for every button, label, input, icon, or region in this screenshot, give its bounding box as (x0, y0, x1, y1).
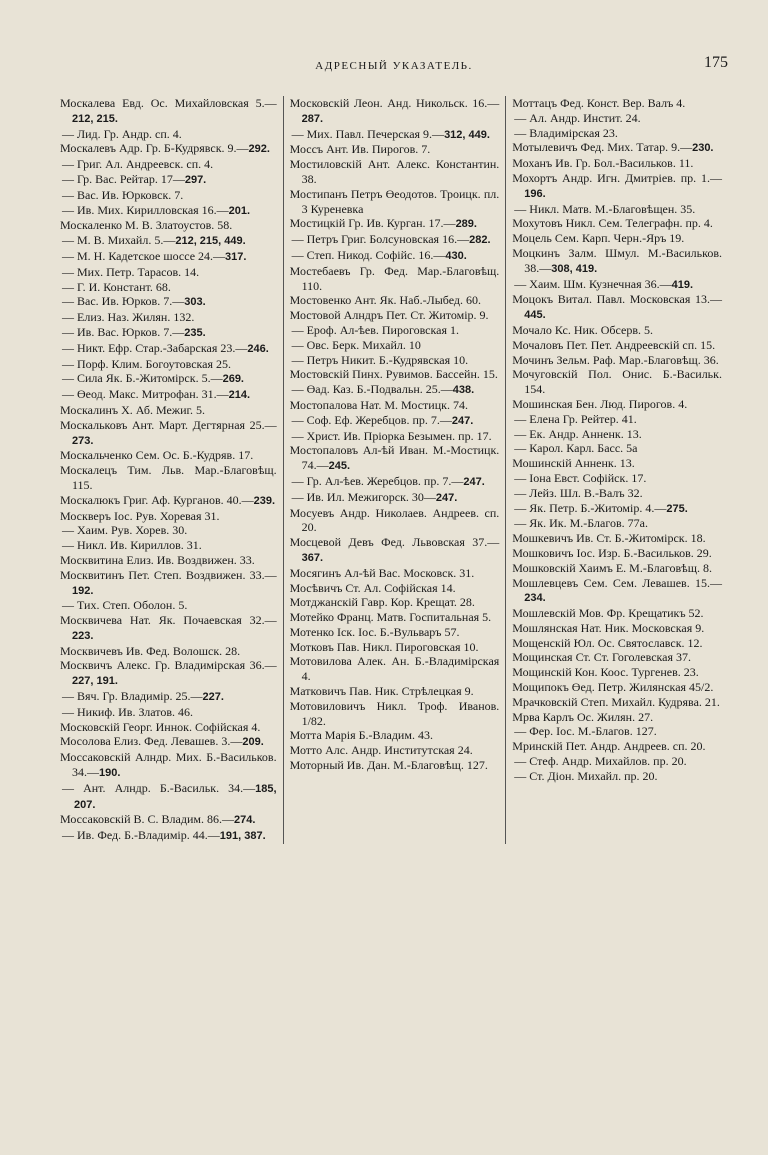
entry-text: Мосѣвичъ Ст. Ал. Софійская 14. (289, 580, 456, 595)
entry-text: Мошкевичъ Ив. Ст. Б.-Житомірск. 18. (512, 531, 706, 546)
directory-entry (512, 769, 722, 784)
entry-text: — Як. Петр. Б.-Житомір. 4.— (514, 500, 667, 515)
entry-text: — Тих. Степ. Оболон. 5. (62, 598, 188, 613)
entry-text: Мошлевцевъ Сем. Сем. Левашев. 15.— (512, 575, 722, 590)
entry-text: — Вас. Ив. Юрковск. 7. (62, 187, 184, 202)
directory-entry (60, 403, 277, 418)
directory-entry (512, 561, 722, 576)
entry-text: — Іона Евст. Софійск. 17. (514, 470, 647, 485)
directory-entry (290, 96, 500, 127)
entry-text: — Сила Як. Б.-Житомірск. 5.— (62, 371, 223, 386)
entry-text: — Ив. Ил. Межигорск. 30— (291, 489, 436, 504)
entry-text: Мотджанскій Гавр. Кор. Крещат. 28. (289, 595, 475, 610)
running-title: АДРЕСНЫЙ УКАЗАТЕЛЬ. (315, 60, 473, 72)
directory-entry (60, 523, 277, 538)
entry-text: Мостопалова Нат. М. Мостицк. 74. (289, 397, 468, 412)
entry-text: Моцокъ Витал. Павл. Московская 13.— (512, 292, 722, 307)
entry-text: Мошинская Бен. Люд. Пирогов. 4. (512, 396, 688, 411)
entry-phone: 275. (666, 502, 688, 515)
entry-text: — Вас. Ив. Юрков. 7.— (62, 294, 185, 309)
page-number: 175 (704, 54, 728, 71)
directory-entry (290, 127, 500, 143)
directory-entry (512, 650, 722, 665)
entry-phone: 212, 215, 449. (175, 235, 246, 248)
entry-text: Москалевъ Адр. Гр. Б-Кудрявск. 9.— (60, 141, 249, 156)
entry-text: Мотовиловичъ Никл. Троф. Иванов. 1/82. (289, 698, 500, 728)
entry-phone: 367. (301, 551, 324, 564)
directory-entry (60, 371, 277, 387)
entry-text: Москальченко Сем. Ос. Б.-Кудряв. 17. (60, 448, 254, 463)
directory-entry (60, 644, 277, 659)
entry-text: Москвичъ Алекс. Гр. Владимірская 36.— (60, 658, 277, 673)
directory-entry (60, 280, 277, 295)
directory-entry (290, 684, 500, 699)
directory-entry (512, 427, 722, 442)
entry-text: — Степ. Никод. Софійс. 16.— (291, 247, 446, 262)
entry-text: Мостебаевъ Гр. Фед. Мар.-Благовѣщ. 110. (289, 263, 500, 293)
entry-text: Московскій Леон. Анд. Никольск. 16.— (289, 96, 500, 110)
directory-entry (512, 621, 722, 636)
directory-entry (290, 474, 500, 490)
directory-entry (512, 739, 722, 754)
directory-entry (512, 323, 722, 338)
entry-phone: 227. (202, 691, 224, 704)
entry-text: Моцель Сем. Карп. Черн.-Яръ 19. (512, 231, 685, 246)
entry-text: — Карол. Карл. Басс. 5а (514, 441, 638, 456)
entry-phone: 273. (72, 434, 94, 447)
column-2 (283, 96, 506, 844)
entry-text: — Лид. Гр. Андр. сп. 4. (62, 126, 182, 141)
directory-entry (512, 754, 722, 769)
directory-entry (60, 734, 277, 750)
directory-entry (512, 397, 722, 412)
entry-phone: 209. (242, 736, 264, 749)
entry-text: — Гр. Вас. Рейтар. 17— (62, 171, 185, 186)
directory-entry (512, 231, 722, 246)
directory-entry (60, 720, 277, 735)
directory-entry (512, 486, 722, 501)
directory-entry (290, 142, 500, 157)
directory-entry (290, 308, 500, 323)
entry-text: Мочало Кс. Ник. Обсерв. 5. (512, 322, 653, 337)
entry-text: — Ив. Вас. Юрков. 7.— (62, 324, 185, 339)
entry-phone: 269. (222, 373, 244, 386)
entry-text: Мостопаловъ Ал-ѣй Иван. М.-Мостицк. 74.— (289, 443, 500, 473)
entry-text: Мосолова Елиз. Фед. Левашев. 3.— (60, 734, 243, 749)
directory-entry (290, 382, 500, 398)
directory-entry (290, 728, 500, 743)
entry-phone: 445. (524, 309, 546, 322)
directory-entry (290, 699, 500, 729)
entry-text: Моханъ Ив. Гр. Бол.-Васильков. 11. (512, 156, 694, 171)
entry-phone: 234. (524, 592, 546, 605)
entry-text: Мощинскій Кон. Коос. Тургенев. 23. (512, 665, 699, 680)
directory-entry (60, 705, 277, 720)
directory-entry (290, 248, 500, 264)
entry-text: — Петръ Григ. Болсуновская 16.— (291, 232, 470, 247)
directory-entry (290, 595, 500, 610)
entry-text: — М. Н. Кадетское шоссе 24.— (62, 248, 226, 263)
entry-text: Мосягинъ Ал-ѣй Вас. Московск. 31. (289, 565, 475, 580)
entry-text: — Лейз. Шл. В.-Валъ 32. (514, 485, 643, 500)
directory-entry (290, 323, 500, 338)
entry-text: Москверъ Іос. Рув. Хоревая 31. (60, 508, 220, 523)
entry-text: — Ант. Алндр. Б.-Васильк. 34.— (62, 780, 256, 795)
directory-entry (60, 448, 277, 463)
entry-text: Мотта Марія Б.-Владим. 43. (289, 728, 433, 743)
directory-entry (290, 566, 500, 581)
entry-text: Мостипанъ Петръ Өеодотов. Троицк. пл. 3 Куреневка (289, 186, 500, 216)
directory-entry (290, 413, 500, 429)
entry-text: Москалинъ Х. Аб. Межиг. 5. (60, 402, 206, 417)
entry-phone: 297. (184, 173, 207, 186)
entry-text: — Порф. Клим. Богоутовская 25. (62, 356, 232, 371)
entry-text: Мошлевскій Мов. Фр. Крещатикъ 52. (512, 606, 704, 621)
directory-entry (290, 367, 500, 382)
entry-phone: 191, 387. (219, 830, 266, 843)
entry-text: Москальковъ Ант. Март. Дегтярная 25.— (60, 417, 277, 432)
directory-entry (60, 568, 277, 599)
directory-entry (512, 710, 722, 725)
directory-entry (290, 743, 500, 758)
entry-text: Мостовой Алндръ Пет. Ст. Житомір. 9. (289, 308, 489, 323)
entry-text: Москвитина Елиз. Ив. Воздвижен. 33. (60, 552, 255, 567)
entry-phone: 308, 419. (551, 262, 598, 275)
directory-entry (60, 658, 277, 689)
directory-entry (60, 613, 277, 644)
directory-entry (290, 157, 500, 187)
directory-entry (512, 695, 722, 710)
directory-entry (60, 325, 277, 341)
directory-entry (60, 598, 277, 613)
entry-text: — Г. И. Констант. 68. (62, 279, 171, 294)
entry-text: — Мих. Павл. Печерская 9.— (291, 126, 445, 141)
entry-text: — Өеод. Макс. Митрофан. 31.— (62, 387, 229, 402)
entry-text: Мощенскій Юл. Ос. Святославск. 12. (512, 635, 703, 650)
entry-phone: 274. (233, 814, 256, 827)
entry-text: — Ив. Мих. Кирилловская 16.— (62, 202, 229, 217)
entry-text: — Фер. Іос. М.-Благов. 127. (514, 724, 657, 739)
column-1 (60, 96, 283, 844)
directory-entry (290, 610, 500, 625)
entry-text: Мотковъ Пав. Никл. Пироговская 10. (289, 639, 479, 654)
directory-entry (60, 265, 277, 280)
entry-text: Мостиловскій Ант. Алекс. Константин. 38. (289, 157, 500, 186)
entry-text: — Владимірская 23. (514, 125, 618, 140)
entry-text: — Никиф. Ив. Златов. 46. (62, 704, 194, 719)
directory-entry (512, 171, 722, 202)
entry-text: Москаленко М. В. Златоустов. 58. (60, 218, 233, 233)
directory-entry (60, 493, 277, 509)
entry-text: — Ст. Діон. Михайл. пр. 20. (514, 768, 658, 783)
entry-text: — Никл. Ив. Кириллов. 31. (62, 538, 202, 553)
directory-entry (512, 456, 722, 471)
entry-text: Мощипокъ Өед. Петр. Жилянская 45/2. (512, 680, 714, 695)
directory-entry (290, 625, 500, 640)
entry-phone: 190. (99, 767, 121, 780)
directory-entry (512, 665, 722, 680)
entry-text: — Елена Гр. Рейтер. 41. (514, 411, 637, 426)
entry-text: Мостовенко Ант. Як. Наб.-Лыбед. 60. (289, 293, 482, 308)
entry-phone: 247. (435, 491, 458, 504)
entry-text: — Стеф. Андр. Михайлов. пр. 20. (514, 754, 687, 769)
entry-text: Моссаковскій Алндр. Мих. Б.-Васильков. 34.— (60, 750, 277, 780)
entry-text: Мочуговскій Пол. Онис. Б.-Васильк. 154. (512, 367, 722, 397)
directory-entry (512, 724, 722, 739)
entry-text: Моцкинъ Залм. Шмул. М.-Васильков. 38.— (512, 245, 722, 275)
directory-entry (512, 576, 722, 607)
entry-text: Московскій Георг. Иннок. Софійская 4. (60, 719, 261, 734)
entry-phone: 317. (225, 250, 247, 263)
directory-entry (290, 758, 500, 773)
entry-text: — Хаим. Рув. Хорев. 30. (62, 523, 188, 538)
directory-entry (290, 535, 500, 566)
entry-text: — Хаим. Шм. Кузнечная 36.— (514, 276, 672, 291)
entry-phone: 235. (184, 326, 206, 339)
entry-text: Моcцевой Девъ Фед. Львовская 37.— (289, 535, 500, 550)
directory-entry (60, 203, 277, 219)
entry-text: Мотто Алс. Андр. Институтская 24. (289, 743, 473, 758)
columns (60, 96, 728, 844)
entry-phone: 312, 449. (444, 128, 490, 141)
directory-entry (60, 509, 277, 524)
directory-entry (512, 156, 722, 171)
directory-entry (512, 353, 722, 368)
entry-phone: 196. (524, 187, 546, 200)
entry-phone: 245. (328, 460, 351, 473)
directory-entry (290, 654, 500, 684)
directory-entry (290, 187, 500, 217)
directory-entry (512, 546, 722, 561)
entry-phone: 230. (692, 142, 714, 155)
directory-entry (512, 680, 722, 695)
entry-phone: 201. (228, 204, 251, 217)
entry-text: — Ероф. Ал-ѣев. Пироговская 1. (291, 322, 459, 337)
entry-text: — Ив. Фед. Б.-Владимір. 44.— (62, 828, 220, 843)
entry-text: Москалева Евд. Ос. Михайловская 5.— (60, 96, 277, 110)
entry-text: Мошковскій Хаимъ Е. М.-Благовѣщ. 8. (512, 560, 712, 575)
directory-entry (60, 157, 277, 172)
entry-text: — М. В. Михайл. 5.— (62, 233, 176, 248)
directory-entry (60, 233, 277, 249)
entry-phone: 212, 215. (72, 112, 118, 125)
page-header (60, 52, 728, 78)
entry-text: Матковичъ Пав. Ник. Стрѣлецкая 9. (289, 684, 474, 699)
entry-text: Моторный Ив. Дан. М.-Благовѣщ. 127. (289, 758, 488, 773)
entry-text: — Петръ Никит. Б.-Кудрявская 10. (291, 352, 469, 367)
directory-entry (60, 781, 277, 813)
directory-entry (60, 553, 277, 568)
directory-entry (290, 490, 500, 506)
entry-text: Мотылевичъ Фед. Мих. Татар. 9.— (512, 140, 693, 155)
directory-entry (60, 249, 277, 265)
directory-entry (512, 202, 722, 217)
directory-entry (290, 506, 500, 536)
entry-text: Мошковичъ Іос. Изр. Б.-Васильков. 29. (512, 545, 712, 560)
entry-phone: 303. (184, 296, 206, 309)
entry-text: Мохортъ Андр. Игн. Дмитріев. пр. 1.— (512, 170, 722, 185)
entry-text: — Вяч. Гр. Владимір. 25.— (62, 689, 203, 704)
directory-entry (60, 812, 277, 828)
entry-text: Мрва Карлъ Ос. Жилян. 27. (512, 709, 654, 724)
directory-entry (60, 310, 277, 325)
directory-entry (60, 127, 277, 142)
directory-entry (512, 140, 722, 156)
directory-entry (60, 294, 277, 310)
directory-entry (512, 292, 722, 323)
entry-text: Мочаловъ Пет. Пет. Андреевскій сп. 15. (512, 337, 716, 352)
directory-entry (512, 96, 722, 111)
entry-phone: 438. (452, 384, 475, 397)
directory-entry (60, 418, 277, 449)
directory-entry (60, 538, 277, 553)
entry-text: Моссаковскій В. С. Владим. 86.— (60, 812, 234, 827)
entry-text: Моттацъ Фед. Конст. Вер. Валъ 4. (512, 96, 686, 110)
entry-text: Мрачковскій Степ. Михайл. Кудрява. 21. (512, 694, 720, 709)
directory-entry (512, 441, 722, 456)
entry-text: Моссъ Ант. Ив. Пирогов. 7. (289, 142, 431, 157)
entry-text: Мринскій Пет. Андр. Андреев. сп. 20. (512, 739, 706, 754)
directory-entry (512, 636, 722, 651)
entry-phone: 282. (469, 234, 491, 247)
directory-entry (290, 443, 500, 474)
directory-entry (290, 640, 500, 655)
directory-entry (512, 216, 722, 231)
entry-phone: 192. (72, 584, 94, 597)
directory-entry (60, 463, 277, 493)
entry-text: Москвитинъ Пет. Степ. Воздвижен. 33.— (60, 567, 277, 582)
directory-entry (60, 341, 277, 357)
directory-entry (290, 353, 500, 368)
directory-entry (60, 172, 277, 188)
directory-entry (290, 232, 500, 248)
entry-text: — Овс. Берк. Михайл. 10 (291, 337, 421, 352)
entry-text: Мотовилова Алек. Ан. Б.-Владимірская 4. (289, 654, 500, 684)
directory-entry (290, 398, 500, 413)
entry-phone: 292. (248, 143, 270, 156)
directory-entry (60, 689, 277, 705)
entry-text: Мощинская Ст. Ст. Гоголевская 37. (512, 650, 692, 665)
entry-phone: 247. (463, 475, 485, 488)
entry-text: — Мих. Петр. Тарасов. 14. (62, 264, 200, 279)
entry-text: Мохутовъ Никл. Сем. Телеграфн. пр. 4. (512, 216, 713, 231)
entry-text: Мотейко Франц. Матв. Госпитальная 5. (289, 610, 492, 625)
directory-entry (60, 387, 277, 403)
entry-text: Москвичева Нат. Як. Почаевская 32.— (60, 613, 277, 628)
entry-phone: 214. (228, 389, 251, 402)
entry-phone: 430. (445, 249, 467, 262)
directory-entry (290, 293, 500, 308)
directory-entry (60, 218, 277, 233)
directory-entry (290, 264, 500, 294)
entry-text: — Христ. Ив. Пріорка Безымен. пр. 17. (291, 428, 492, 443)
entry-text: — Ек. Андр. Анненк. 13. (514, 426, 642, 441)
directory-entry (60, 96, 277, 127)
directory-entry (290, 216, 500, 232)
entry-text: Москвичевъ Ив. Фед. Волошск. 28. (60, 643, 241, 658)
entry-phone: 419. (671, 278, 694, 291)
entry-text: — Григ. Ал. Андреевск. сп. 4. (62, 157, 214, 172)
entry-text: — Соф. Еф. Жеребцов. пр. 7.— (291, 412, 452, 427)
entry-phone: 223. (72, 629, 94, 642)
entry-phone: 287. (301, 112, 324, 125)
entry-text: Мотенко Іск. Іос. Б.-Вульваръ 57. (289, 624, 460, 639)
directory-entry (512, 277, 722, 293)
entry-text: Москалецъ Тим. Льв. Мар.-Благовѣщ. 115. (60, 463, 277, 492)
entry-phone: 227, 191. (72, 675, 118, 688)
entry-text: — Як. Ик. М.-Благов. 77а. (514, 516, 648, 531)
directory-entry (290, 581, 500, 596)
column-3 (505, 96, 728, 844)
entry-phone: 239. (253, 494, 276, 507)
entry-text: Мошинскій Анненк. 13. (512, 456, 635, 471)
entry-phone: 247. (451, 414, 474, 427)
directory-entry (512, 126, 722, 141)
entry-text: — Никт. Ефр. Стар.-Забарская 23.— (62, 340, 248, 355)
directory-entry (512, 516, 722, 531)
directory-entry (60, 357, 277, 372)
entry-text: — Өад. Каз. Б.-Подвальн. 25.— (291, 382, 453, 397)
directory-entry (512, 338, 722, 353)
entry-phone: 246. (247, 342, 269, 355)
directory-entry (60, 141, 277, 157)
entry-text: Москалюкъ Григ. Аф. Курганов. 40.— (60, 492, 254, 507)
entry-text: Мостовскій Пинх. Рувимов. Бассейн. 15. (289, 367, 498, 382)
entry-text: Мосуевъ Андр. Николаев. Андреев. сп. 20. (289, 505, 500, 535)
directory-entry (60, 750, 277, 781)
entry-phone: 185, 207. (74, 782, 277, 811)
entry-text: — Никл. Матв. М.-Благовѣщен. 35. (514, 201, 696, 216)
directory-entry (512, 246, 722, 277)
directory-entry (512, 111, 722, 126)
directory-entry (60, 188, 277, 203)
entry-text: — Ал. Андр. Инстит. 24. (514, 110, 641, 125)
directory-entry (512, 367, 722, 397)
entry-text: Мошлянская Нат. Ник. Московская 9. (512, 620, 705, 635)
directory-entry (290, 429, 500, 444)
directory-entry (512, 501, 722, 517)
directory-entry (512, 606, 722, 621)
entry-text: Мочинъ Зельм. Раф. Мар.-Благовѣщ. 36. (512, 352, 719, 367)
entry-text: Мостицкій Гр. Ив. Курган. 17.— (289, 216, 456, 231)
entry-phone: 289. (455, 218, 477, 231)
directory-entry (60, 828, 277, 844)
entry-text: — Елиз. Наз. Жилян. 132. (62, 310, 195, 325)
directory-entry (512, 531, 722, 546)
directory-entry (512, 471, 722, 486)
directory-entry (290, 338, 500, 353)
directory-entry (512, 412, 722, 427)
entry-text: — Гр. Ал-ѣев. Жеребцов. пр. 7.— (291, 473, 464, 488)
